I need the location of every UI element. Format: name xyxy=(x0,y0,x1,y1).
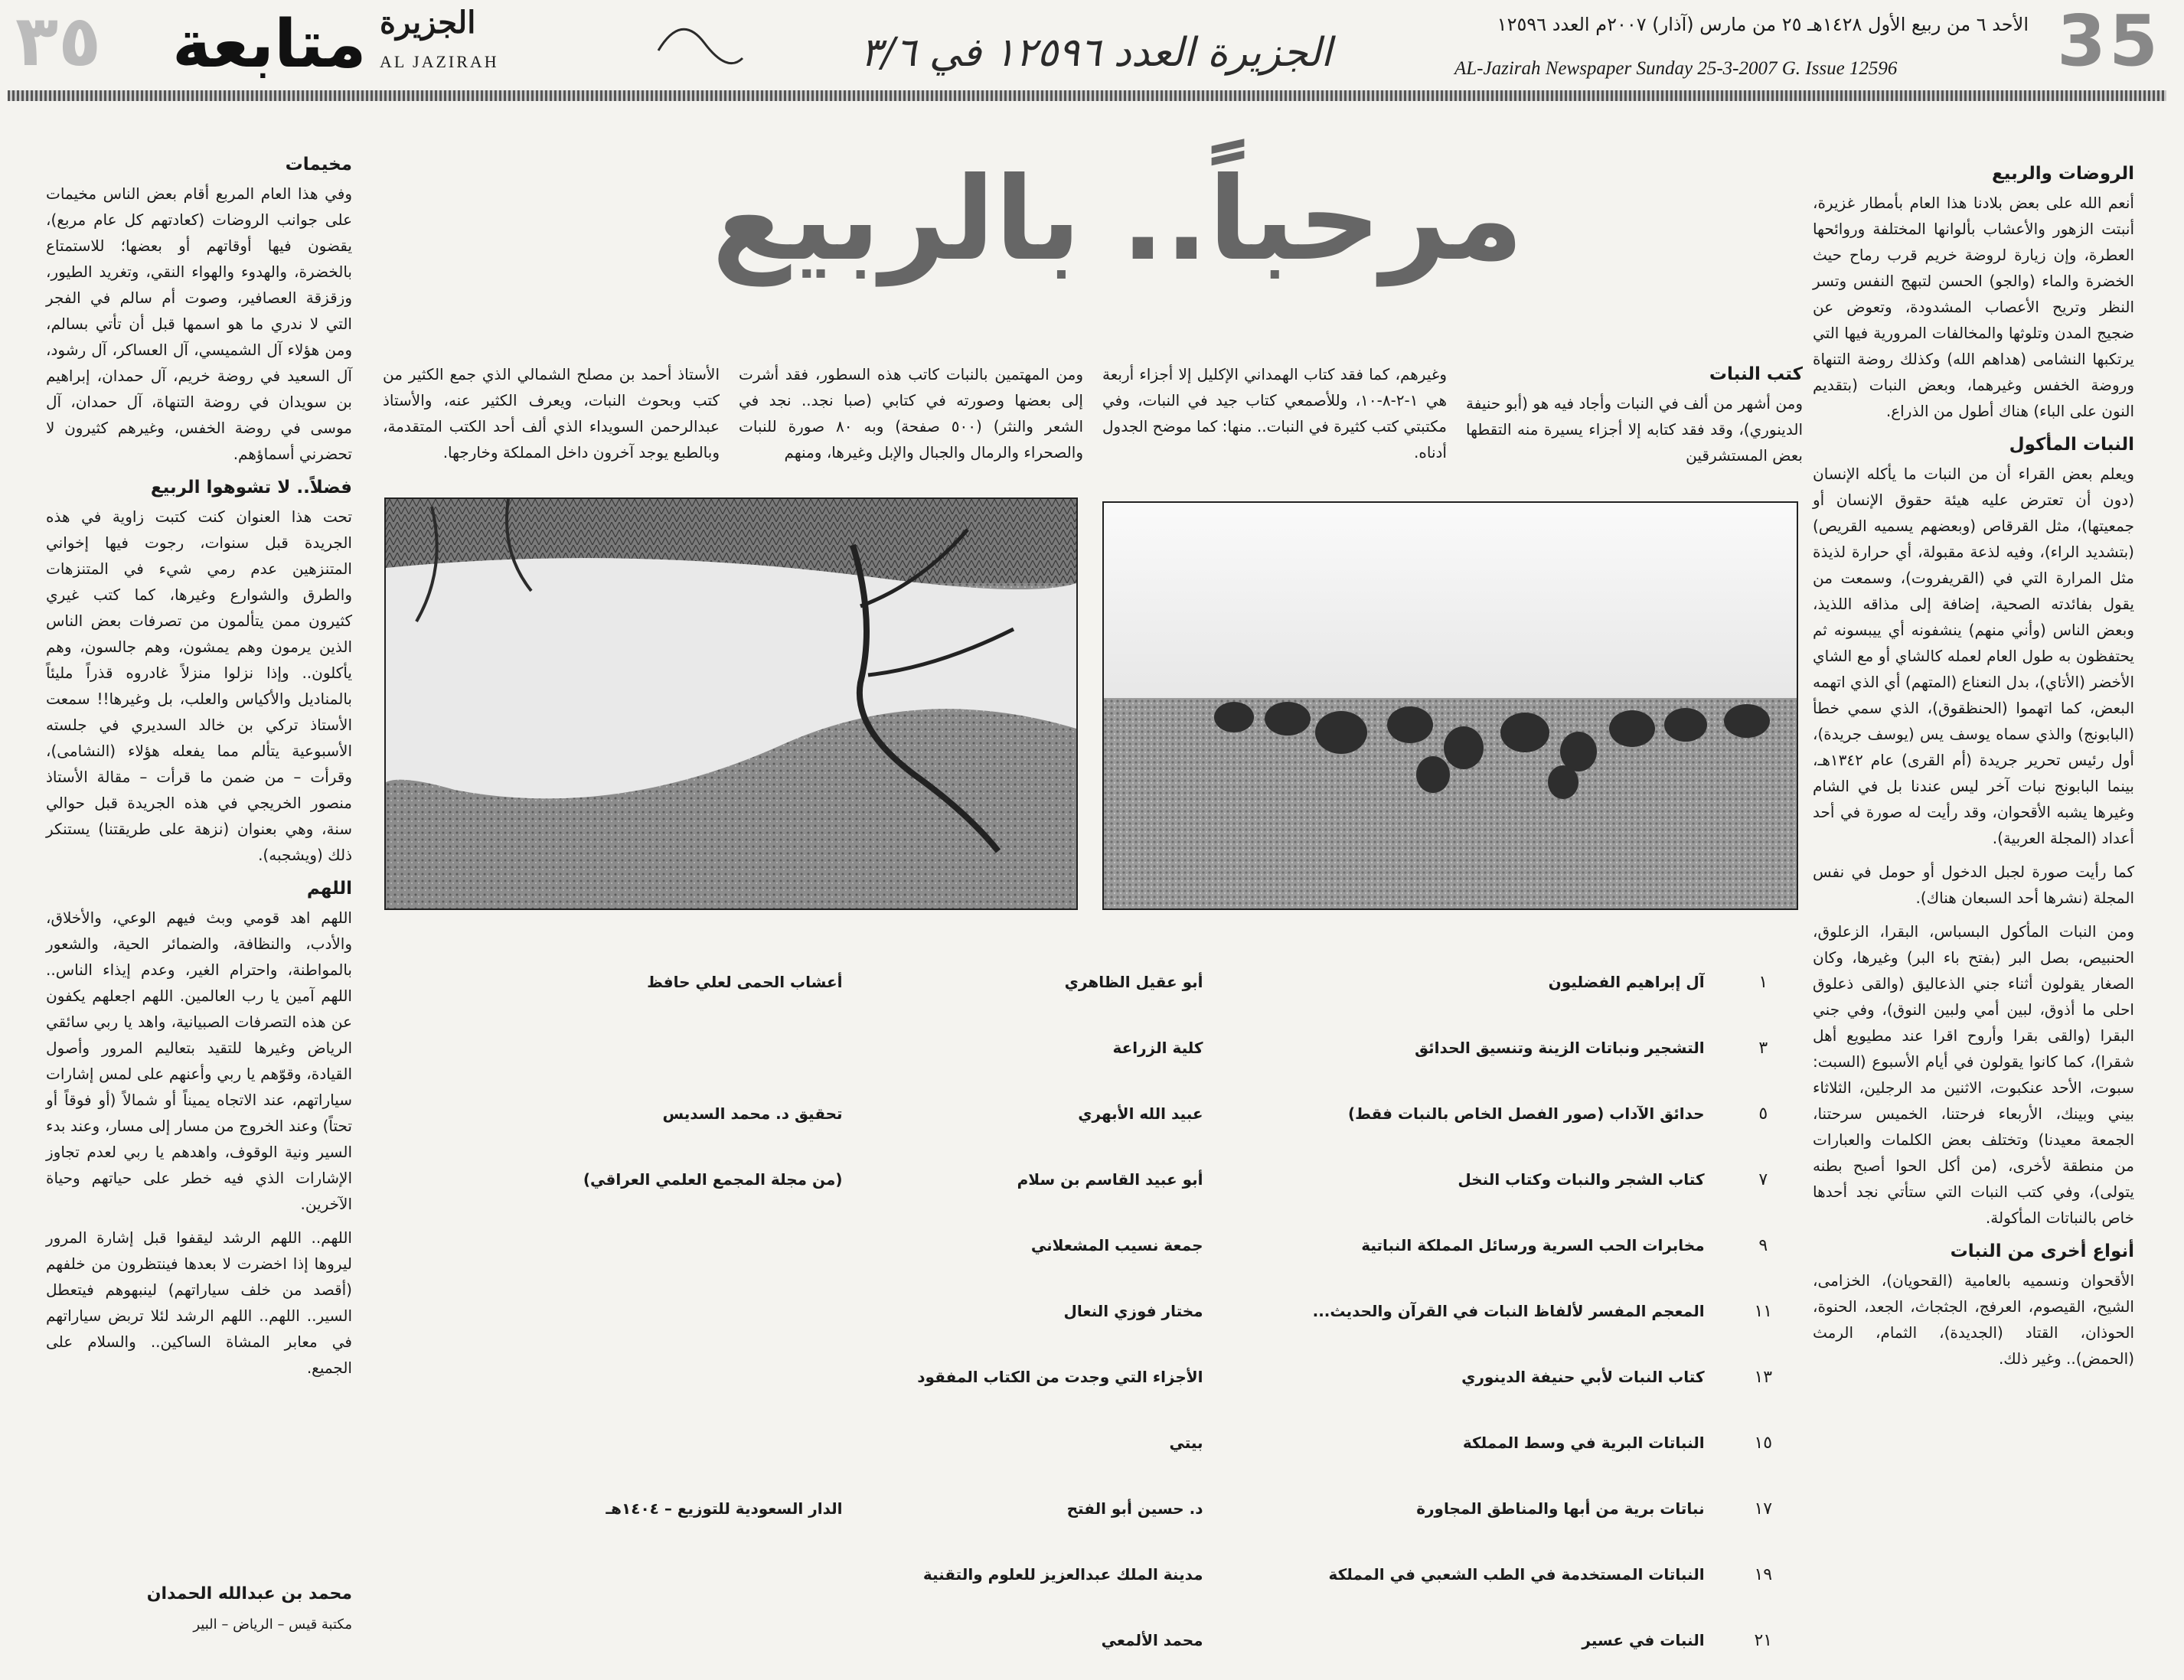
book-title: المعجم المفسر لألفاظ النبات في القرآن والحديث... xyxy=(1312,1302,1705,1320)
paragraph: اللهم.. اللهم الرشد ليقفوا قبل إشارة المرور ليروها إذا اخضرت لا بعدها فينتظرون من خلفهم (أقصد من خلف سياراتهم) لينبهوهم فيتعطل السير.. اللهم.. اللهم الرشد لئلا تربض سياراتهم في معابر المشاة الساكين.. والسلام على الجميع. xyxy=(46,1228,352,1377)
book-author: محمد الألمعي xyxy=(1101,1631,1203,1649)
author-location: مكتبة قيس – الرياض – البير xyxy=(193,1616,352,1633)
table-row xyxy=(528,1541,1791,1607)
masthead-divider xyxy=(8,90,2166,101)
book-note xyxy=(528,1410,866,1476)
subheading: النبات المأكول xyxy=(2009,435,2134,455)
book-author: بيتي xyxy=(1169,1434,1203,1452)
subheading: فضلاً.. لا تشوهوا الربيع xyxy=(150,478,352,497)
book-note: تحقيق د. محمد السديس xyxy=(662,1104,843,1123)
table-row xyxy=(528,1212,1791,1278)
subheading: كتب النبات xyxy=(1709,364,1803,384)
row-number: ٣ xyxy=(1758,1038,1768,1058)
rawdah-image xyxy=(386,499,1076,909)
table-row xyxy=(528,1476,1791,1541)
book-note xyxy=(528,1344,866,1410)
right-section-3 xyxy=(1813,859,2134,911)
book-title: مخابرات الحب السرية ورسائل المملكة النباتية xyxy=(1361,1236,1705,1254)
book-author: مدينة الملك عبدالعزيز للعلوم والتقنية xyxy=(922,1565,1203,1584)
table-row xyxy=(528,1081,1791,1147)
top-column-1 xyxy=(1466,361,1803,476)
row-number: ٩ xyxy=(1758,1235,1768,1255)
paragraph: وغيرهم، كما فقد كتاب الهمداني الإكليل إلا أجزاء أربعة هي ١-٢-٨-١٠، وللأصمعي كتاب جيد في النبات، وفي مكتبتي كتب كثيرة في النبات.. منها: كما موضح الجدول أدناه. xyxy=(1102,365,1447,462)
book-title: آل إبراهيم الفضليون xyxy=(1548,973,1705,991)
book-note xyxy=(528,1278,866,1344)
book-note xyxy=(528,1212,866,1278)
paragraph: الأستاذ أحمد بن مصلح الشمالي الذي جمع الكثير من كتب وبحوث النبات، ويعرف الكثير عنه، والأستاذ عبدالرحمن السويداء الذي ألف أحد الكتب المتقدمة، وبالطبع يوجد آخرون داخل المملكة وخارجها. xyxy=(383,365,720,462)
book-note xyxy=(528,1015,866,1081)
row-number: ١٥ xyxy=(1754,1433,1773,1453)
book-title: حدائق الآداب (صور الفصل الخاص بالنبات فقط) xyxy=(1347,1104,1705,1123)
row-number: ٢١ xyxy=(1754,1630,1773,1650)
shrubland-image xyxy=(1104,503,1797,909)
paragraph: وفي هذا العام المربع أقام بعض الناس مخيمات على جوانب الروضات (كعادتهم كل عام مربع)، يقضون فيها أوقاتهم أو بعضها؛ للاستمتاع بالخضرة، والهدوء والهواء النقي، وتغريد الطيور، وزقزقة العصافير، وصوت أم سالم في الفجر التي لا ندري ما هو اسمها قبل أن تأتي بسالم، ومن هؤلاء آل الشميسي، آل العساكر، آل رشود، آل السعيد في روضة خريم، آل حمدان، إبراهيم بن سويدان في روضة التنهاة، آل حمدان، آل موسى في روضة الخفس، وغيرهم كثيرون لا تحضرني أسماؤهم. xyxy=(46,184,352,463)
section-title: متابعة xyxy=(172,6,367,83)
book-title: النبات في عسير xyxy=(1582,1631,1705,1649)
handwritten-annotation xyxy=(643,5,1347,96)
top-column-3 xyxy=(739,361,1083,473)
handwritten-annotation-text: الجزيرة العدد ١٢٥٩٦ في ٣/٦ xyxy=(860,30,1332,76)
book-author: د. حسين أبو الفتح xyxy=(1066,1499,1203,1518)
table-row xyxy=(528,1278,1791,1344)
left-section-1 xyxy=(46,152,352,467)
row-number: ٧ xyxy=(1758,1169,1768,1189)
book-author: أبو عبيد القاسم بن سلام xyxy=(1017,1170,1203,1189)
photo-rawdah-water xyxy=(384,497,1078,910)
page-number: 35 xyxy=(2056,0,2161,82)
paragraph: ويعلم بعض القراء أن من النبات ما يأكله الإنسان (دون أن تعترض عليه هيئة حقوق الإنسان أو جمعيتها)، مثل القرقاص (وبعضهم يسميه القريص) (بتشديد الراء)، وفيه لذعة مقبولة، أي حرارة لذيذة مثل المرارة التي في (القريفروت)، وسمعت من يقول بفائدته الصحية، إضافة إلى مذاقه اللذيذ، وبعض الناس (وأني منهم) ينشفونه أي ييبسونه ثم يحتفظون به طول العام لعمله كالشاي أو مع الشاي الأخضر (الأتاي)، بدل النعناع (المتهم) أي الذي اتهمه البعض، كما اتهموا (الحنظقوق)، الذي سمي خطأ (البابونج) والذي سماه يوسف يس (يوسف جريدة)، أول رئيس تحرير جريدة (أم القرى) عام ١٣٤٢هـ، بينما البابونج نبات آخر ليس عندنا بل في الشام وغيرها يشبه الأقحوان، وقد رأيت له صورة في أحد أعداد (المجلة العربية). xyxy=(1813,465,2134,847)
subheading: أنواع أخرى من النبات xyxy=(1950,1241,2134,1261)
book-author: مختار فوزي النعال xyxy=(1063,1302,1203,1320)
row-number: ١ xyxy=(1758,972,1768,992)
left-section-2 xyxy=(46,475,352,868)
books-table xyxy=(528,949,1791,1673)
top-column-2 xyxy=(1102,361,1447,473)
book-author: الأجزاء التي وجدت من الكتاب المفقود xyxy=(917,1368,1203,1386)
book-title: نباتات برية من أبها والمناطق المجاورة xyxy=(1416,1499,1705,1518)
paragraph: كما رأيت صورة لجبل الدخول أو حومل في نفس المجلة (نشرها أحد السبعان هناك). xyxy=(1813,863,2134,907)
book-author: عبيد الله الأبهري xyxy=(1078,1104,1203,1123)
row-number: ٥ xyxy=(1758,1104,1768,1124)
row-number: ١١ xyxy=(1754,1301,1773,1321)
subheading: مخيمات xyxy=(285,155,352,175)
left-section-4 xyxy=(46,1225,352,1381)
book-note xyxy=(528,1607,866,1673)
right-section-1 xyxy=(1813,161,2134,424)
book-title: كتاب النبات لأبي حنيفة الدينوري xyxy=(1461,1368,1705,1386)
top-column-4 xyxy=(383,361,720,473)
book-note: الدار السعودية للتوزيع – ١٤٠٤هـ xyxy=(606,1499,843,1518)
book-title: كتاب الشجر والنبات وكتاب النخل xyxy=(1458,1170,1705,1189)
subheading: الروضات والربيع xyxy=(1992,164,2134,184)
book-note: أعشاب الحمى لعلي حافظ xyxy=(647,973,843,991)
right-section-2 xyxy=(1813,432,2134,851)
book-author: جمعة نسيب المشعلاني xyxy=(1030,1236,1203,1254)
table-row xyxy=(528,1410,1791,1476)
newspaper-logo: الجزيرة xyxy=(380,5,476,41)
paragraph: تحت هذا العنوان كنت كتبت زاوية في هذه الجريدة قبل سنوات، رجوت فيها إخواني المتنزهين عدم رمي شيء في المتنزهات والطرق والشوارع وغيرها، كما كتب غيري كثيرون ممن يتألمون من تصرفات بعض الناس الذين يرمون وهم يمشون، وهم جالسون، وهم يأكلون.. وإذا نزلوا منزلاً غادروه قذراً مليئاً بالمناديل والأكياس والعلب، بل وغيرها!! سمعت الأستاذ تركي بن خالد السديري في جلسته الأسبوعية يتألم مما يفعله هؤلاء (النشامى)، وقرأت – من ضمن ما قرأت – مقالة الأستاذ منصور الخريجي في هذه الجريدة قبل حوالي سنة، وهي بعنوان (نزهة على طريقتنا) يستنكر ذلك (ويشجبه). xyxy=(46,507,352,864)
row-number: ١٩ xyxy=(1754,1564,1773,1584)
headline: مرحباً.. بالربيع xyxy=(711,153,1524,286)
table-row xyxy=(528,949,1791,1015)
paragraph: ومن المهتمين بالنبات كاتب هذه السطور، فقد أشرت إلى بعضها وصورته في كتابي (صبا نجد.. نجد في الشعر والنثر) (٥٠٠ صفحة) وبه ٨٠ صورة للنبات والصحراء والرمال والجبال والإبل وغيرها، ومنهم xyxy=(739,365,1083,462)
paragraph: ومن أشهر من ألف في النبات وأجاد فيه هو (أبو حنيفة الدينوري)، وقد فقد كتابه إلا أجزاء يسيرة منه التقطها بعض المستشرقين xyxy=(1466,394,1803,465)
photo-shrubland xyxy=(1102,501,1798,910)
paragraph: الأقحوان ونسميه بالعامية (القحويان)، الخزامى، الشيح، القيصوم، العرفج، الجثجاث، الجعد، الحنوة، الحوذان، القتاد (الجديدة)، الثمام، الرمث (الحمض).. وغير ذلك. xyxy=(1813,1271,2134,1368)
paragraph: ومن النبات المأكول البسباس، البقرا، الزعلوق، الحنبيص، بصل البر (بفتح باء البر) وغيرها، وكان الصغار يقولون أثناء جني الذعاليق (والقى ذعلوق احلى ما أذوق، لبين أمي ولبين النوق)، وفي جني البقرا (والقى بقرا وأروح اقرا عند مطيويع أهل شقرا)، كما كانوا يقولون في أيام الأسبوع (السبت: سبوت، الأحد عنكبوت، الاثنين مد الرجلين، الثلاثاء بيني وبينك، الأربعاء فرحتنا، الخميس سرحتنا، الجمعة معيدنا) وتختلف بعض الكلمات والعبارات من منطقة لأخرى، (من أكل الحوا أصبح بطنه يتولى)، وفي كتب النبات التي ستأتي نجد أحدها خاص بالنباتات المأكولة. xyxy=(1813,922,2134,1227)
book-author: كلية الزراعة xyxy=(1112,1039,1203,1057)
left-section-3 xyxy=(46,876,352,1217)
book-author: أبو عقيل الظاهري xyxy=(1064,973,1203,991)
book-title: النباتات البرية في وسط المملكة xyxy=(1462,1434,1705,1452)
dateline-english: AL-Jazirah Newspaper Sunday 25-3-2007 G. Issue 12596 xyxy=(1454,58,1898,79)
paragraph: أنعم الله على بعض بلادنا هذا العام بأمطار غزيرة، أنبتت الزهور والأعشاب بألوانها المختلفة وروائحها العطرة، وإن زيارة لروضة خريم قرب رماح حيث الخضرة والماء (والجو) الحسن لتبهج النفس وتسر النظر وتريح الأعصاب المشدودة، وتعوض عن ضجيج المدن وتلوثها والمخالفات المرورية فيها التي يرتكبها النشامى (هداهم الله) وكذلك روضة التنهاة وروضة الخفس وغيرهما، وبعض النبات (بتقديم النون على الباء) هناك أطول من الذراع. xyxy=(1813,194,2134,420)
row-number: ١٧ xyxy=(1754,1499,1773,1519)
book-note xyxy=(528,1541,866,1607)
table-row xyxy=(528,1344,1791,1410)
right-column xyxy=(1813,161,2134,1379)
newspaper-logo-latin: AL JAZIRAH xyxy=(380,52,499,71)
right-section-4 xyxy=(1813,918,2134,1231)
left-column xyxy=(46,152,352,1388)
book-note: (من مجلة المجمع العلمي العراقي) xyxy=(583,1170,843,1189)
paragraph: اللهم اهد قومي وبث فيهم الوعي، والأخلاق، والأدب، والنظافة، والضمائر الحية، والشعور بالمواطنة، واحترام الغير، وعدم إيذاء الناس.. اللهم آمين يا رب العالمين. اللهم اجعلهم يكفون عن هذه التصرفات الصبيانية، واهد يا ربي سائقي الرياض وغيرها للتقيد بتعاليم المرور وأصول القيادة، وقوّهم يا ربي وأعنهم على لمس إشارات سياراتهم، عند الاتجاه يميناً أو شمالاً (أو فوقاً أو تحتاً) وعند الخروج من مسار إلى مسار، وعند بدء السير ونية الوقوف، واهدهم يا ربي لعدم تجاوز الإشارات الذي فيه خطر على حياتهم وحياة الآخرين. xyxy=(46,909,352,1213)
page-number-arabic: ٣٥ xyxy=(15,0,102,82)
row-number: ١٣ xyxy=(1754,1367,1773,1387)
subheading: اللهم xyxy=(306,879,352,899)
author-name: محمد بن عبدالله الحمدان xyxy=(146,1584,352,1603)
table-row xyxy=(528,1607,1791,1673)
dateline-arabic: الأحد ٦ من ربيع الأول ١٤٢٨هـ ٢٥ من مارس (آذار) ٢٠٠٧م العدد ١٢٥٩٦ xyxy=(1497,14,2029,35)
book-title: النباتات المستخدمة في الطب الشعبي في المملكة xyxy=(1328,1565,1705,1584)
table-row xyxy=(528,1015,1791,1081)
right-section-5 xyxy=(1813,1238,2134,1372)
table-row xyxy=(528,1147,1791,1212)
book-title: التشجير ونباتات الزينة وتنسيق الحدائق xyxy=(1415,1039,1705,1057)
